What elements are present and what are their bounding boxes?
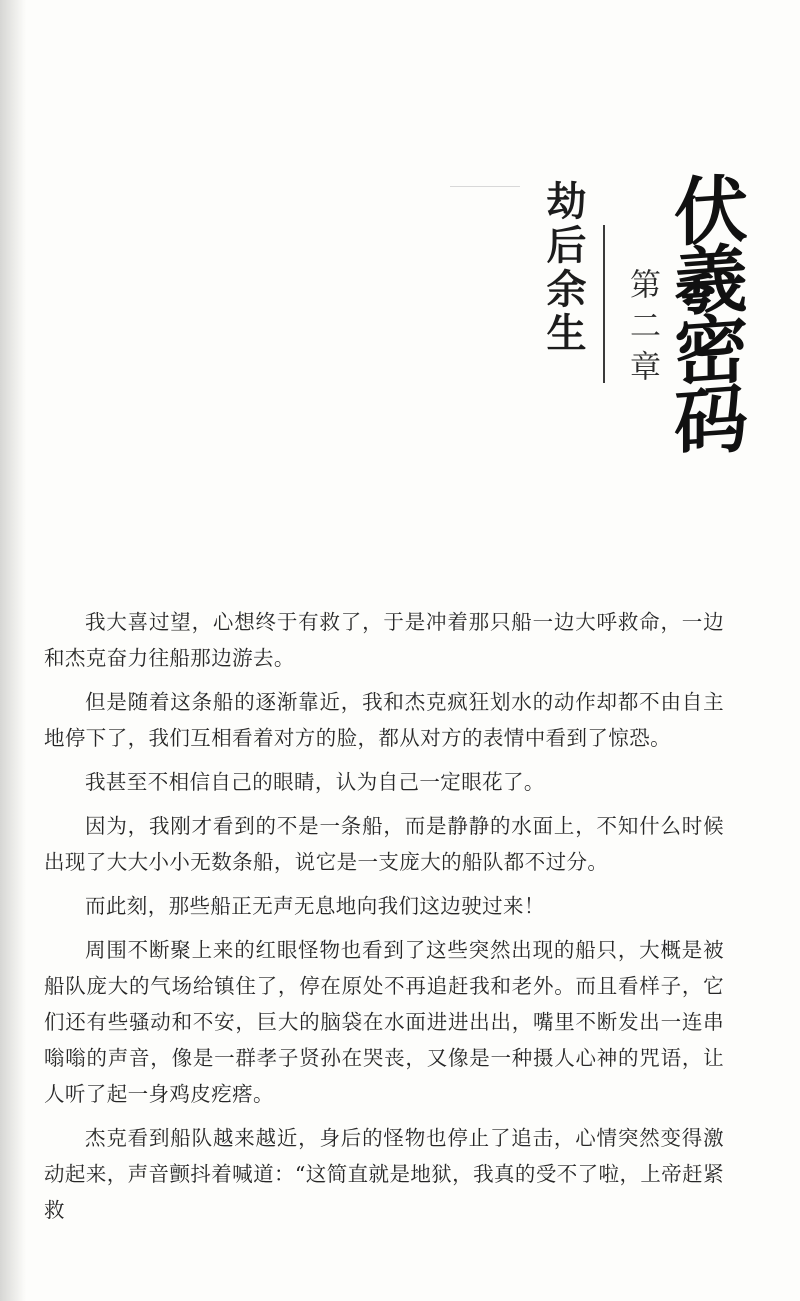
decorative-rule: [450, 186, 520, 187]
paragraph-3: 我甚至不相信自己的眼睛，认为自己一定眼花了。: [85, 770, 545, 794]
chapter-number-label: 第二章: [624, 268, 660, 391]
paragraph-6: 周围不断聚上来的红眼怪物也看到了这些突然出现的船只，大概是被船队庞大的气场给镇住了，停在原处不再追赶我和老外。而且看样子，它们还有些骚动和不安，巨大的脑袋在水面进进出出，嘴里不断发出一连串嗡嗡的声音，像是一群孝子贤孙在哭丧，又像是一种摄人心神的咒语，让人听了起一身鸡皮疙瘩。: [44, 938, 724, 1106]
page-binding-shadow: [0, 0, 26, 1301]
series-title-calligraphy: 伏羲密码: [662, 168, 748, 456]
paragraph-7: 杰克看到船队越来越近，身后的怪物也停止了追击，心情突然变得激动起来，声音颤抖着喊道：“这简直就是地狱，我真的受不了啦，上帝赶紧救: [44, 1126, 724, 1222]
chapter-body-text: [44, 604, 724, 1236]
chapter-divider-line: [603, 225, 605, 383]
paragraph-1: 我大喜过望，心想终于有救了，于是冲着那只船一边大呼救命，一边和杰克奋力往船那边游去。: [44, 610, 724, 670]
paragraph-2: 但是随着这条船的逐渐靠近，我和杰克疯狂划水的动作却都不由自主地停下了，我们互相看着对方的脸，都从对方的表情中看到了惊恐。: [44, 690, 724, 750]
chapter-title: 劫后余生: [540, 180, 587, 356]
paragraph-4: 因为，我刚才看到的不是一条船，而是静静的水面上，不知什么时候出现了大大小小无数条船，说它是一支庞大的船队都不过分。: [44, 814, 724, 874]
paragraph-5: 而此刻，那些船正无声无息地向我们这边驶过来！: [85, 894, 545, 918]
